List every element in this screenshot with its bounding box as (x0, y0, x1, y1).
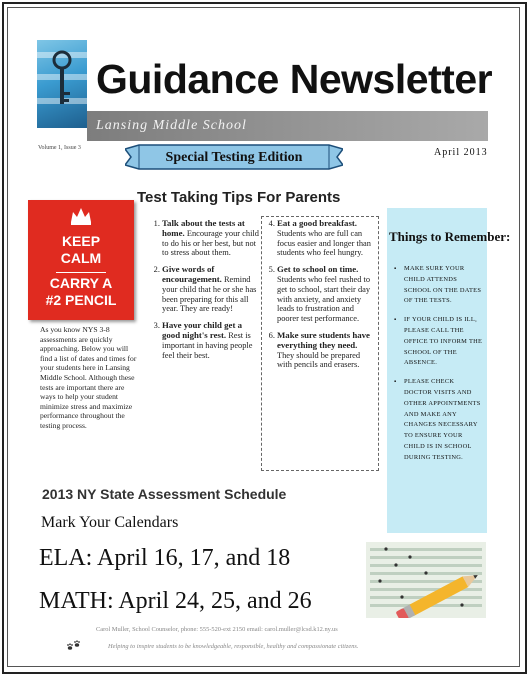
remember-title: Things to Remember: (389, 229, 511, 244)
tip-item: 5. Get to school on time. Students who feel rushed to get to school, start their day with anxiety, and anxiety leads to frustration and poorer test performance. (277, 265, 376, 324)
key-icon (51, 50, 73, 110)
intro-paragraph: As you know NYS 3-8 assessments are quickly approaching. Below you will find a list of dates and times for your students here in Lansing Middle School. Although these tests are important there are ways to help your student minimize stress and maximize performance throughout the testing process. (40, 325, 137, 430)
counselor-contact: Carol Muller, School Counselor, phone: 555-520-ext 2150 email: carol.muller@lcsd.k12.ny.us (96, 626, 338, 633)
poster-line-calm: CALM (60, 250, 102, 266)
tips-column-right (262, 219, 376, 377)
tip-item: 1. Talk about the tests at home. Encourage your child to do his or her best, but not to stress about them. (162, 219, 262, 258)
remember-list (394, 264, 484, 472)
newsletter-title: Guidance Newsletter (96, 56, 493, 102)
tip-item: 6. Make sure students have everything they need. They should be prepared with pencils and erasers. (277, 331, 376, 370)
remember-item: ▪ PLEASE CHECK DOCTOR VISITS AND OTHER APPOINTMENTS AND MAKE ANY CHANGES NECESSARY TO ENSURE YOUR CHILD IS IN SCHOOL DURING TESTING. (394, 377, 484, 463)
tips-column-left (148, 219, 262, 367)
poster-line-keep: KEEP (61, 233, 101, 249)
keep-calm-poster (28, 200, 134, 320)
math-dates: MATH: April 24, 25, and 26 (39, 588, 312, 614)
poster-divider (56, 272, 106, 273)
poster-line-pencil: #2 PENCIL (45, 292, 117, 308)
issue-date: April 2013 (434, 147, 488, 158)
answer-sheet-pencil-image (366, 542, 486, 618)
mark-calendars: Mark Your Calendars (41, 514, 179, 531)
tip-item: 3. Have your child get a good night's rest. Rest is important in having people feel their best. (162, 321, 262, 360)
volume-issue: Volume 1, Issue 3 (38, 145, 81, 151)
tip-item: 2. Give words of encouragement. Remind your child that he or she has been preparing for this all year. They are ready! (162, 265, 262, 314)
paw-prints-icon (66, 640, 82, 652)
keyhole-logo-image (37, 40, 87, 128)
tip-item: 4. Eat a good breakfast. Students who are full can focus easier and longer than students who feel hungry. (277, 219, 376, 258)
mission-statement: Helping to inspire students to be knowledgeable, responsible, healthy and compassionate citizens. (108, 643, 359, 650)
schedule-heading: 2013 NY State Assessment Schedule (42, 486, 287, 502)
crown-icon (69, 206, 93, 226)
remember-item: ▪ IF YOUR CHILD IS ILL, PLEASE CALL THE OFFICE TO INFORM THE SCHOOL OF THE ABSENCE. (394, 315, 484, 369)
poster-line-carry: CARRY A (49, 275, 113, 291)
banner-text: Special Testing Edition (165, 150, 303, 165)
school-name: Lansing Middle School (96, 118, 247, 133)
remember-item: ▪ MAKE SURE YOUR CHILD ATTENDS SCHOOL ON THE DATES OF THE TESTS. (394, 264, 484, 307)
tips-heading: Test Taking Tips For Parents (137, 189, 341, 206)
ela-dates: ELA: April 16, 17, and 18 (39, 545, 291, 571)
